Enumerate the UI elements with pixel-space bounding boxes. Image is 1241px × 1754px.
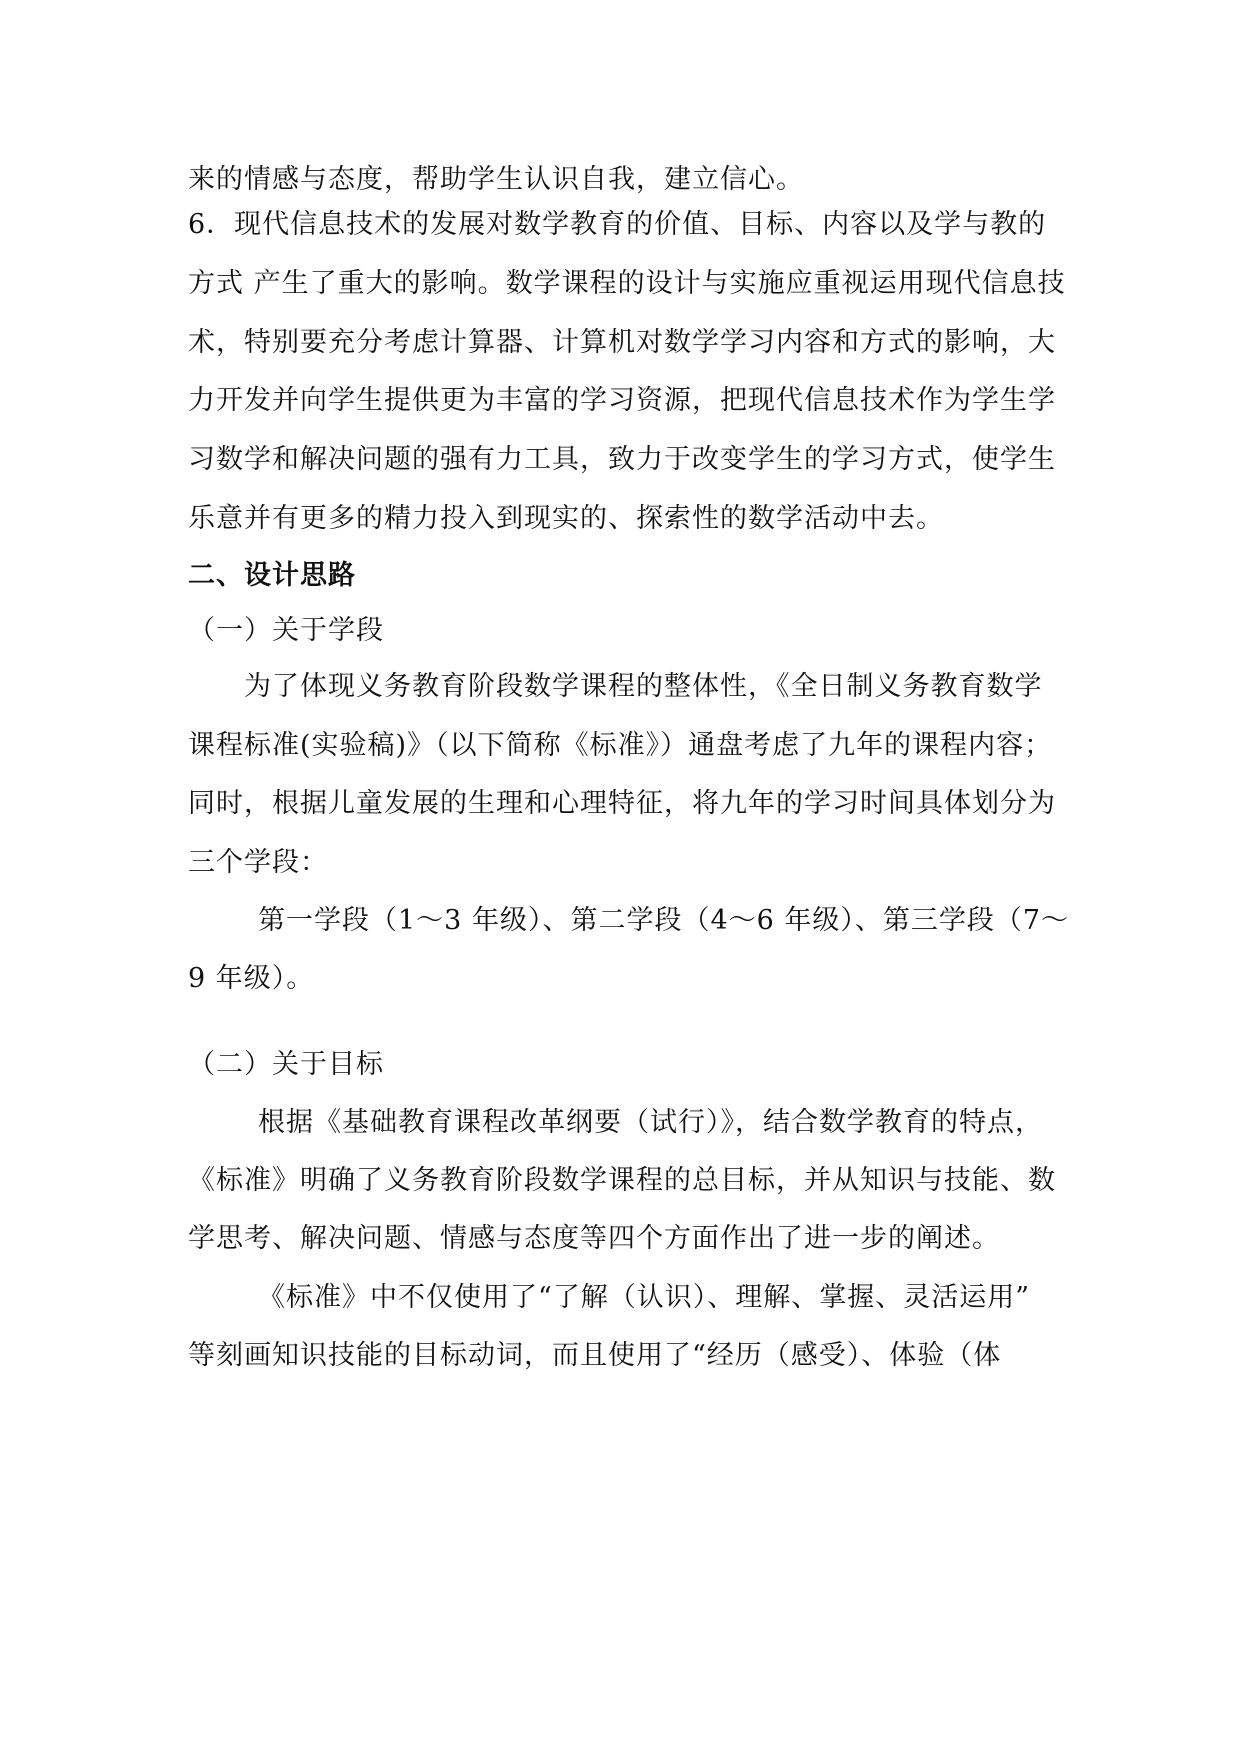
paragraph-line: 《标准》中不仅使用了“了解（认识）、理解、掌握、灵活运用” <box>258 1282 1031 1313</box>
paragraph-line: 第一学段（1～3 年级）、第二学段（4～6 年级）、第三学段（7～ <box>258 905 1070 936</box>
paragraph-line: 习数学和解决问题的强有力工具，致力于改变学生的学习方式，使学生 <box>188 444 1056 475</box>
paragraph-line: 9 年级）。 <box>188 963 315 994</box>
paragraph-line: 《标准》明确了义务教育阶段数学课程的总目标，并从知识与技能、数 <box>188 1165 1056 1196</box>
paragraph-line: 方式 产生了重大的影响。数学课程的设计与实施应重视运用现代信息技 <box>188 268 1066 299</box>
paragraph-line: 力开发并向学生提供更为丰富的学习资源，把现代信息技术作为学生学 <box>188 385 1056 416</box>
section-heading: 二、设计思路 <box>188 560 356 591</box>
paragraph-line: 三个学段： <box>188 847 328 878</box>
paragraph-line: 课程标准(实验稿)》（以下简称《标准》）通盘考虑了九年的课程内容； <box>188 730 1053 761</box>
paragraph-line: 同时，根据儿童发展的生理和心理特征，将九年的学习时间具体划分为 <box>188 788 1056 819</box>
paragraph-line: 来的情感与态度，帮助学生认识自我，建立信心。 <box>188 164 804 195</box>
paragraph-line: 等刻画知识技能的目标动词，而且使用了“经历（感受）、体验（体 <box>188 1340 1002 1371</box>
paragraph-line: 6．现代信息技术的发展对数学教育的价值、目标、内容以及学与教的 <box>188 209 1047 240</box>
subsection-heading: （二）关于目标 <box>188 1049 384 1080</box>
paragraph-line: 根据《基础教育课程改革纲要（试行）》，结合数学教育的特点， <box>258 1107 1043 1138</box>
paragraph-line: 为了体现义务教育阶段数学课程的整体性，《全日制义务教育数学 <box>244 671 1043 702</box>
paragraph-line: 学思考、解决问题、情感与态度等四个方面作出了进一步的阐述。 <box>188 1223 1000 1254</box>
paragraph-line: 乐意并有更多的精力投入到现实的、探索性的数学活动中去。 <box>188 503 944 534</box>
subsection-heading: （一）关于学段 <box>188 615 384 646</box>
paragraph-line: 术，特别要充分考虑计算器、计算机对数学学习内容和方式的影响，大 <box>188 327 1056 358</box>
